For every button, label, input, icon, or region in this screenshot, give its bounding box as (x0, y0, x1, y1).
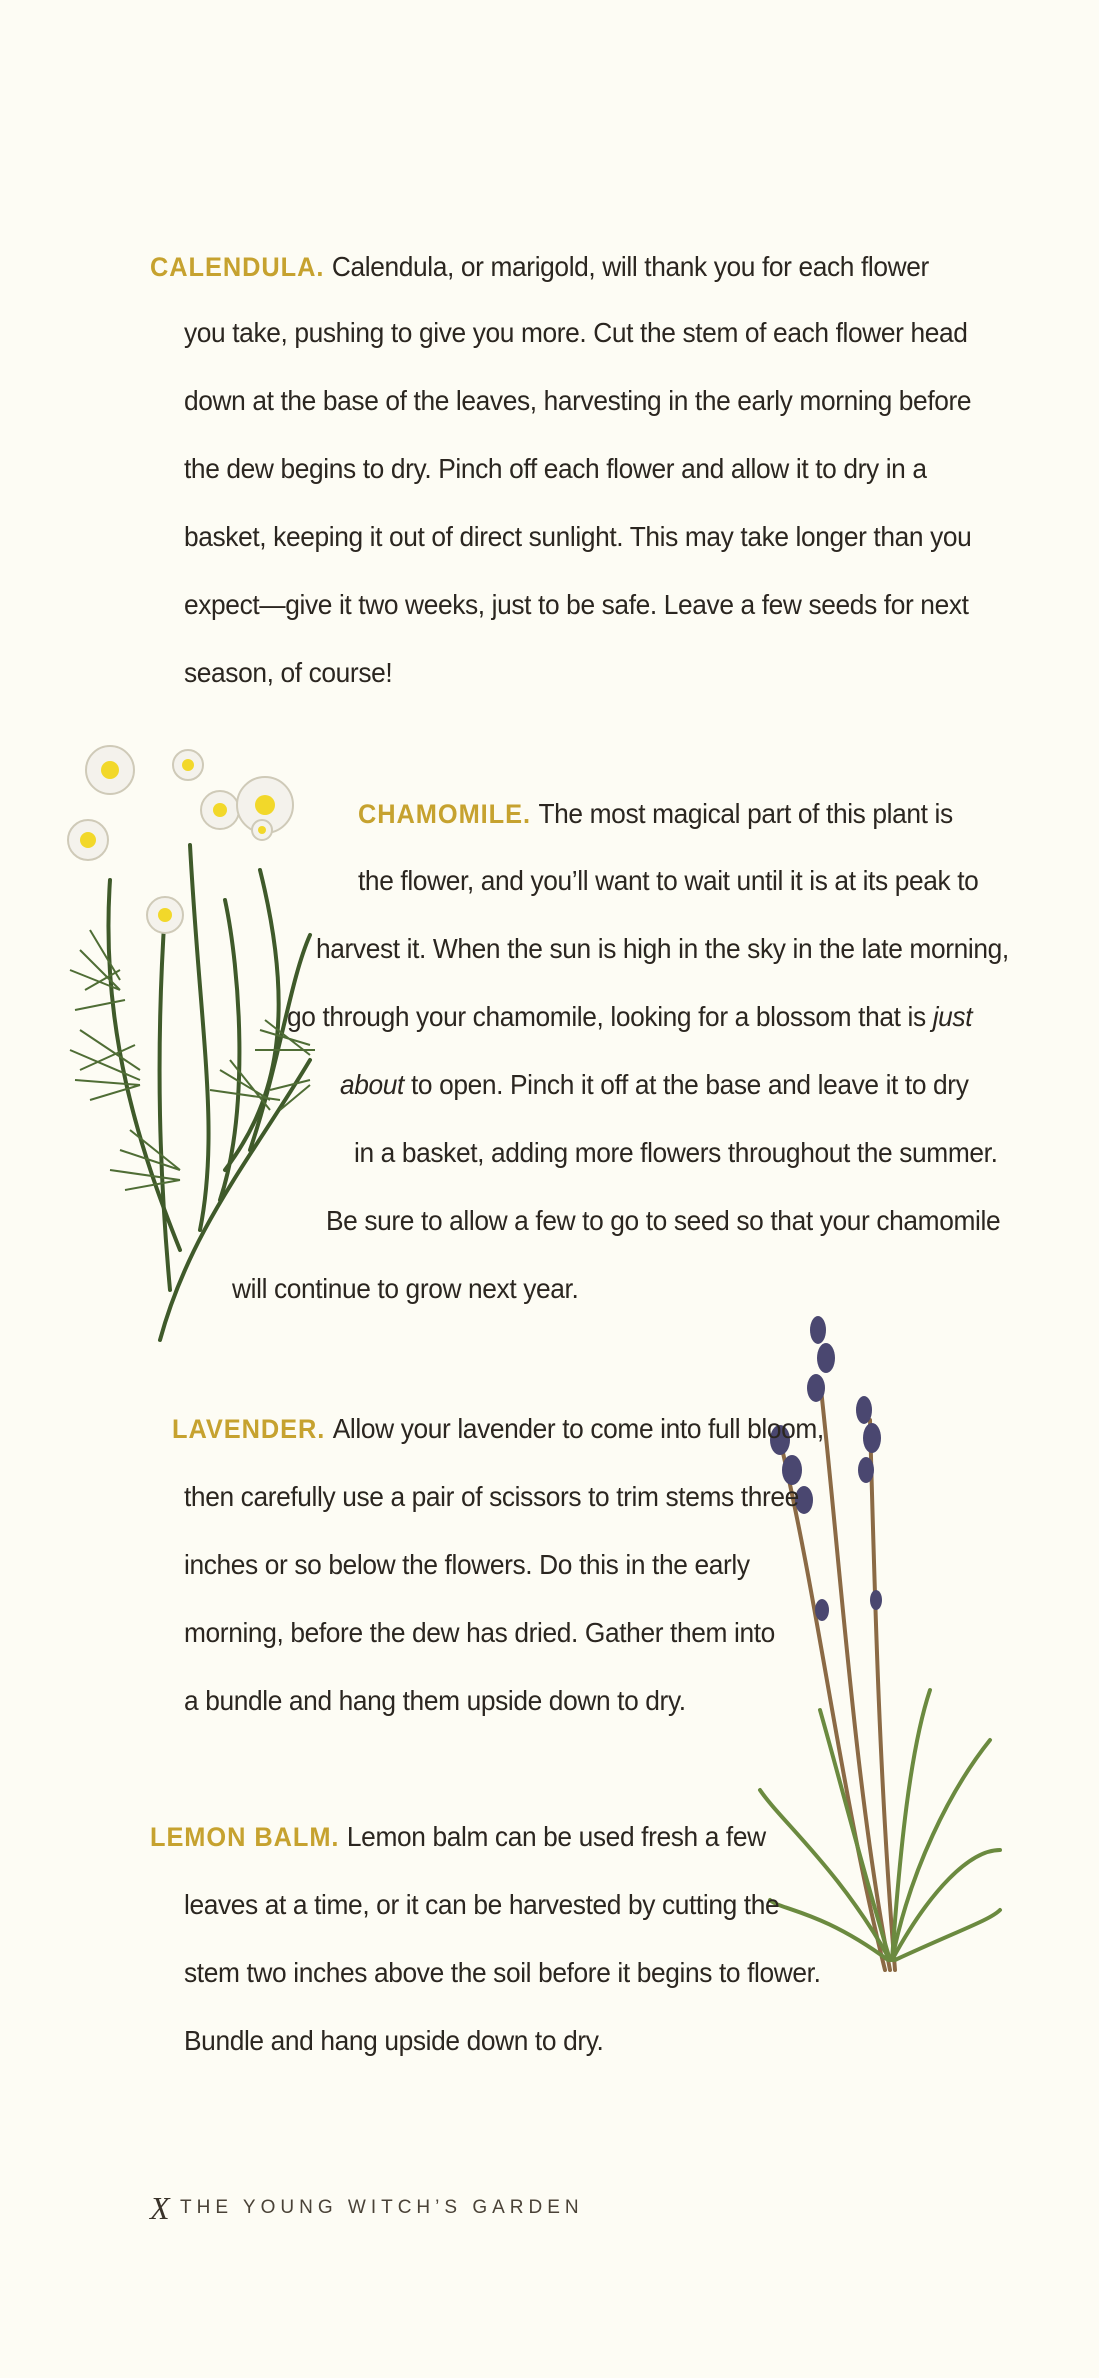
chamomile-text-1: The most magical part of this plant is (538, 798, 953, 829)
lemon-balm-line-1 (150, 1820, 766, 1854)
chamomile-heading: CHAMOMILE. (358, 799, 531, 829)
lavender-line-1 (172, 1412, 824, 1446)
calendula-heading: CALENDULA. (150, 252, 325, 282)
chamomile-line-7: Be sure to allow a few to go to seed so that your chamomile (326, 1205, 1001, 1236)
chamomile-line-6: in a basket, adding more flowers throughout the summer. (354, 1137, 998, 1168)
calendula-line-1 (150, 250, 929, 284)
lemon-balm-text-1: Lemon balm can be used fresh a few (346, 1821, 766, 1852)
chamomile-line-8: will continue to grow next year. (232, 1273, 579, 1304)
calendula-text-1: Calendula, or marigold, will thank you for each flower (331, 251, 929, 282)
lavender-line-3: inches or so below the flowers. Do this in the early (184, 1549, 750, 1580)
calendula-line-6: expect—give it two weeks, just to be safe. Leave a few seeds for next (184, 589, 969, 620)
running-title: THE YOUNG WITCH’S GARDEN (180, 2197, 584, 2218)
calendula-line-5: basket, keeping it out of direct sunlight. This may take longer than you (184, 521, 972, 552)
lemon-balm-line-3: stem two inches above the soil before it begins to flower. (184, 1957, 821, 1988)
chamomile-line-4 (287, 1000, 972, 1034)
chamomile-emphasis-just: just (932, 1001, 973, 1032)
lavender-text-1: Allow your lavender to come into full bloom, (332, 1413, 824, 1444)
chamomile-text-4: go through your chamomile, looking for a blossom that is (287, 1001, 933, 1032)
chamomile-text-5: to open. Pinch it off at the base and leave it to dry (410, 1069, 969, 1100)
calendula-line-3: down at the base of the leaves, harvesting in the early morning before (184, 385, 972, 416)
lavender-line-2: then carefully use a pair of scissors to trim stems three (184, 1481, 799, 1512)
lavender-heading: LAVENDER. (172, 1414, 326, 1444)
lavender-line-5: a bundle and hang them upside down to dry. (184, 1685, 686, 1716)
calendula-line-7: season, of course! (184, 657, 393, 688)
page-folio: X (150, 2190, 170, 2226)
lemon-balm-line-2: leaves at a time, or it can be harvested by cutting the (184, 1889, 780, 1920)
calendula-line-4: the dew begins to dry. Pinch off each flower and allow it to dry in a (184, 453, 927, 484)
chamomile-line-2: the flower, and you’ll want to wait until it is at its peak to (358, 865, 979, 896)
chamomile-line-5 (340, 1068, 968, 1102)
lemon-balm-line-4: Bundle and hang upside down to dry. (184, 2025, 604, 2056)
lemon-balm-heading: LEMON BALM. (150, 1822, 340, 1852)
calendula-line-2: you take, pushing to give you more. Cut the stem of each flower head (184, 317, 968, 348)
chamomile-line-1 (358, 797, 953, 831)
chamomile-emphasis-about: about (340, 1069, 404, 1100)
lavender-line-4: morning, before the dew has dried. Gather them into (184, 1617, 775, 1648)
chamomile-illustration (50, 730, 360, 1350)
chamomile-line-3: harvest it. When the sun is high in the sky in the late morning, (316, 933, 1009, 964)
